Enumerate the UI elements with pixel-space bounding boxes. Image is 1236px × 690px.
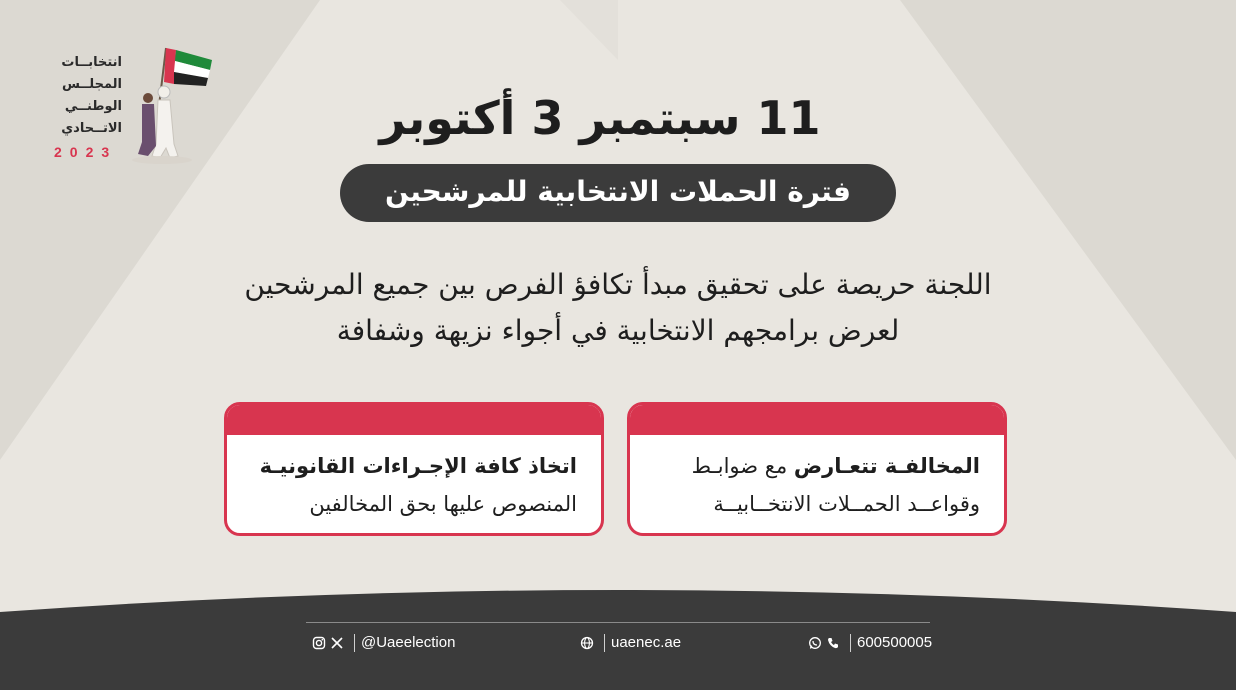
logo-title <box>50 52 122 140</box>
card-text <box>630 435 1004 523</box>
campaign-period-banner: فترة الحملات الانتخابية للمرشحين <box>340 164 896 222</box>
intro-paragraph <box>150 262 1086 354</box>
separator <box>850 634 851 652</box>
card-line-1-bold: اتخاذ كافة الإجـراءات القانونيـة <box>259 454 577 478</box>
instagram-icon[interactable] <box>312 636 326 650</box>
legal-action-card <box>224 402 604 536</box>
x-icon[interactable] <box>330 636 344 650</box>
card-line-1-bold: المخالفـة تتعـارض <box>793 454 980 478</box>
phone-icon[interactable] <box>826 636 840 650</box>
card-text <box>227 435 601 523</box>
card-header-bar <box>227 405 601 435</box>
card-line-2: وقواعــد الحمــلات الانتخــابيــة <box>713 492 980 516</box>
social-handle[interactable] <box>312 632 455 654</box>
logo-line: الوطنــي <box>64 99 122 114</box>
logo-line: المجلــس <box>62 77 122 92</box>
paragraph-line-1: اللجنة حريصة على تحقيق مبدأ تكافؤ الفرص بين جميع المرشحين <box>244 268 992 301</box>
phone-text[interactable]: 600500005 <box>857 634 933 651</box>
violation-card <box>627 402 1007 536</box>
logo-line: انتخابــات <box>61 55 122 70</box>
separator <box>354 634 355 652</box>
footer-band <box>0 570 1236 690</box>
footer-divider <box>306 622 930 623</box>
separator <box>604 634 605 652</box>
whatsapp-icon[interactable] <box>808 636 822 650</box>
logo-line: الاتــحادي <box>61 121 122 136</box>
card-line-1 <box>251 447 577 485</box>
logo-year: 2023 <box>54 144 118 160</box>
card-line-2: المنصوص عليها بحق المخالفين <box>309 492 577 516</box>
social-handle-text[interactable]: @Uaeelection <box>361 634 456 651</box>
campaign-dates: 11 سبتمبر 3 أكتوبر <box>379 91 821 145</box>
paragraph-line-2: لعرض برامجهم الانتخابية في أجواء نزيهة وشفافة <box>336 314 900 347</box>
website-text[interactable]: uaenec.ae <box>611 634 682 651</box>
card-line-1-rest: مع ضوابـط <box>691 454 788 478</box>
website-link[interactable] <box>580 632 681 654</box>
phone-contact[interactable] <box>808 632 932 654</box>
election-logo <box>50 44 220 169</box>
globe-icon <box>580 636 594 650</box>
card-header-bar <box>630 405 1004 435</box>
card-line-1 <box>654 447 980 485</box>
runners-flag-illustration <box>128 44 220 169</box>
